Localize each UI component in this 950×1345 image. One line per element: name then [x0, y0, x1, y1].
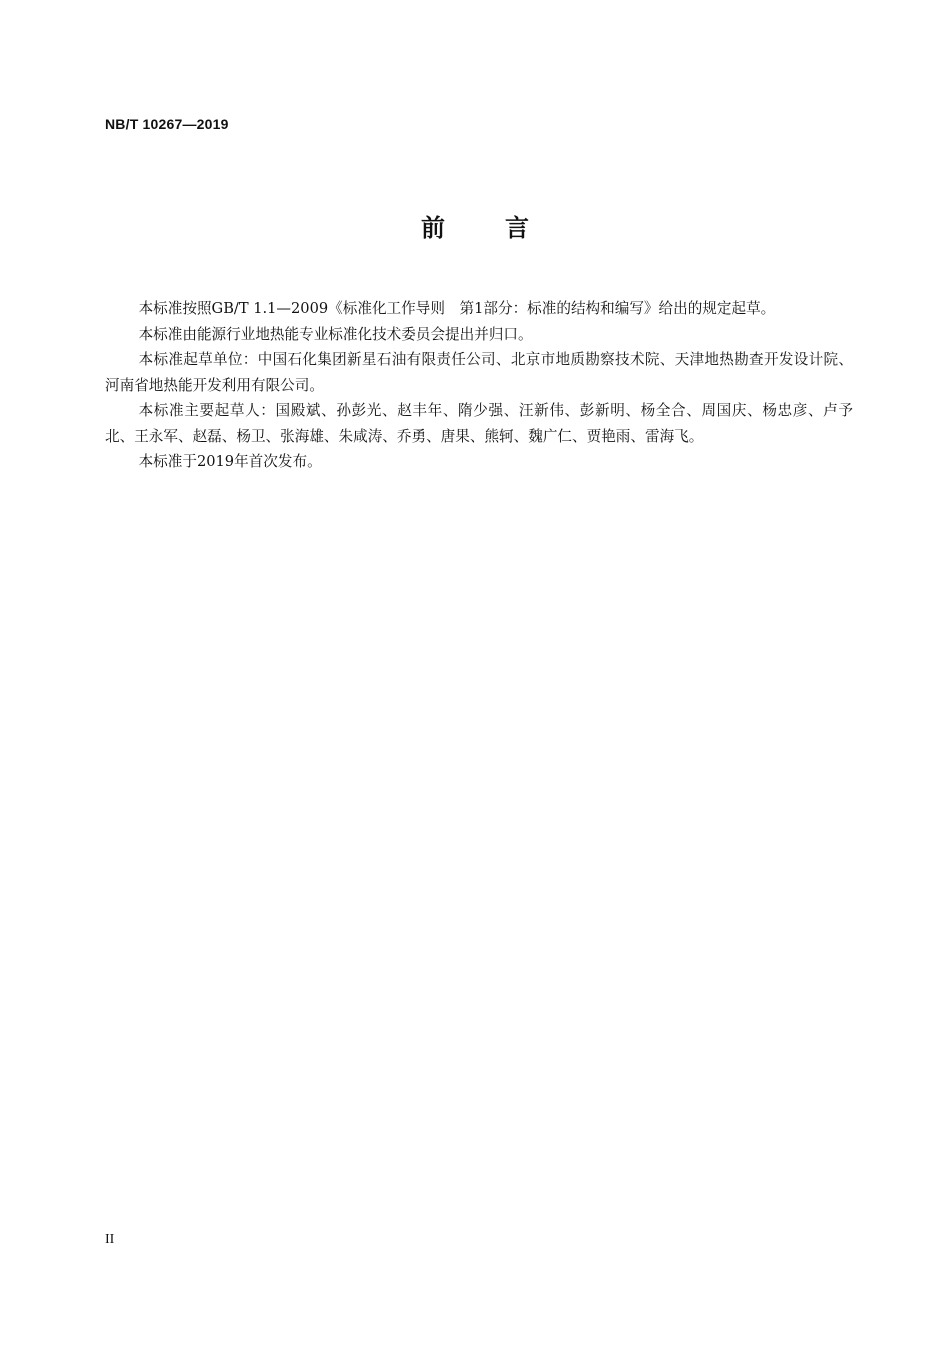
- title-char-1: 前: [421, 214, 447, 242]
- paragraph-release: 本标准于2019年首次发布。: [138, 453, 322, 470]
- paragraph-proposer: 本标准由能源行业地热能专业标准化技术委员会提出并归口。: [138, 325, 533, 343]
- standard-code: NB/T 10267—2019: [105, 116, 229, 132]
- paragraph-drafting-units: 本标准起草单位：中国石化集团新星石油有限责任公司、北京市地质勘察技术院、天津地热勘查开发设计院、河南省地热能开发利用有限公司。: [105, 351, 853, 394]
- page-number: II: [105, 1232, 115, 1247]
- page-title: [0, 208, 950, 243]
- title-char-2: 言: [505, 214, 531, 242]
- foreword-body: [105, 296, 853, 475]
- paragraph-drafting-rules: 本标准按照GB/T 1.1—2009《标准化工作导则 第1部分：标准的结构和编写》给出的规定起草。: [138, 300, 776, 317]
- paragraph-drafters: 本标准主要起草人：国殿斌、孙彭光、赵丰年、隋少强、汪新伟、彭新明、杨全合、周国庆、杨忠彦、卢予北、王永军、赵磊、杨卫、张海雄、朱咸涛、乔勇、唐果、熊轲、魏广仁、贾艳雨、雷海飞。: [105, 402, 853, 445]
